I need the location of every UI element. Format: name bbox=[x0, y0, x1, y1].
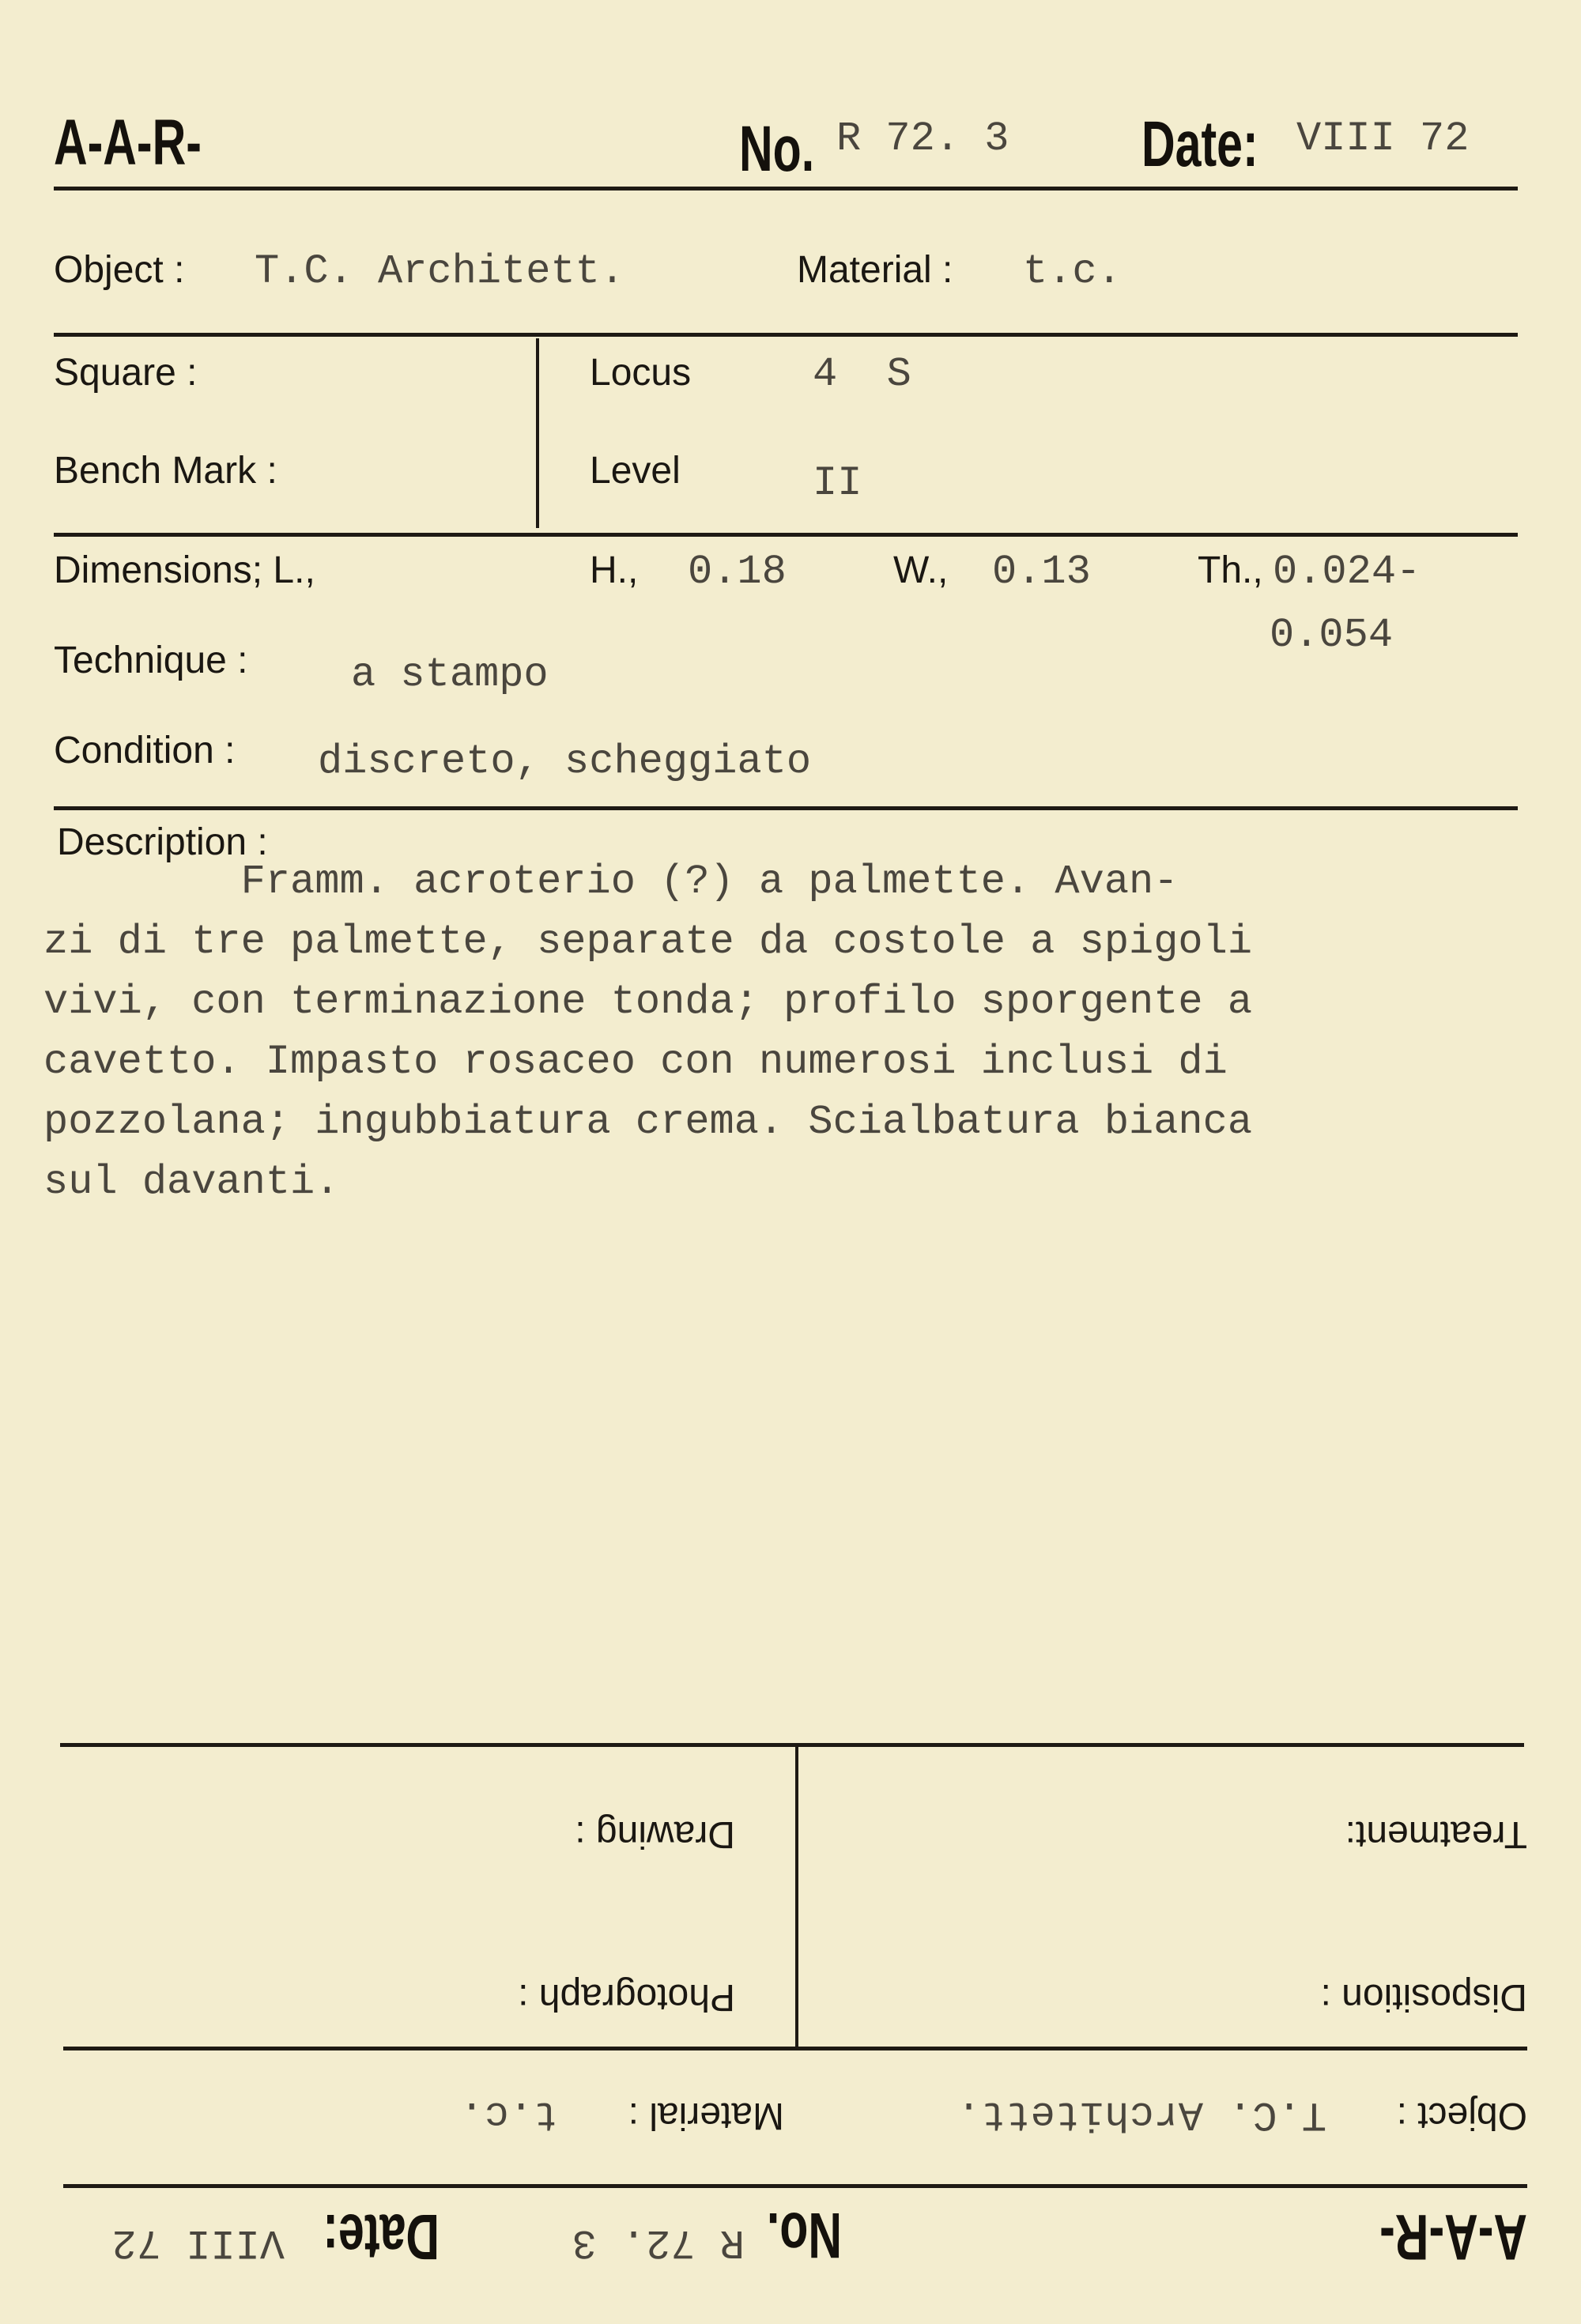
inverted-section bbox=[0, 1692, 1581, 2324]
level-value: II bbox=[813, 460, 862, 507]
material-label: Material : bbox=[797, 249, 953, 291]
height-label: H., bbox=[590, 549, 639, 591]
disposition-label: Disposition : bbox=[1320, 1976, 1527, 2018]
condition-label: Condition : bbox=[54, 730, 236, 772]
no-label: No. bbox=[739, 113, 815, 185]
lower-object-value: T.C. Architett. bbox=[956, 2091, 1326, 2137]
lower-date-label: Date: bbox=[323, 2201, 440, 2273]
description-line: zi di tre palmette, separate da costole a spigoli bbox=[43, 919, 1253, 965]
lower-divider bbox=[795, 1747, 798, 2047]
locus-value: 4 S bbox=[813, 351, 911, 398]
description-label: Description : bbox=[57, 821, 268, 863]
lower-object-label: Object : bbox=[1396, 2095, 1527, 2137]
description-line: pozzolana; ingubbiatura crema. Scialbatura bianca bbox=[43, 1099, 1253, 1145]
level-label: Level bbox=[590, 450, 681, 492]
treatment-label: Treatment: bbox=[1345, 1813, 1527, 1855]
condition-value: discreto, scheggiato bbox=[318, 738, 812, 785]
thickness-label: Th., bbox=[1198, 549, 1263, 591]
description-line: cavetto. Impasto rosaceo con numerosi inclusi di bbox=[43, 1039, 1228, 1085]
object-rule bbox=[54, 333, 1518, 337]
technique-value: a stampo bbox=[351, 651, 549, 698]
square-label: Square : bbox=[54, 352, 198, 394]
locus-rule bbox=[54, 533, 1518, 537]
technique-label: Technique : bbox=[54, 639, 248, 681]
object-label: Object : bbox=[54, 249, 185, 291]
drawing-label: Drawing : bbox=[575, 1813, 735, 1855]
thickness-value-1: 0.024- bbox=[1273, 549, 1421, 595]
date-label: Date: bbox=[1141, 108, 1258, 180]
description-text bbox=[43, 852, 1545, 1213]
header-rule bbox=[54, 187, 1518, 191]
description-line: vivi, con terminazione tonda; profilo sporgente a bbox=[43, 979, 1253, 1025]
condition-rule bbox=[54, 806, 1518, 810]
locus-label: Locus bbox=[590, 352, 692, 394]
lower-material-label: Material : bbox=[628, 2095, 784, 2137]
object-value: T.C. Architett. bbox=[255, 248, 625, 295]
lower-header-rule bbox=[63, 2184, 1527, 2188]
lower-date-value: VIII 72 bbox=[111, 2219, 285, 2266]
thickness-value-2: 0.054 bbox=[1270, 612, 1394, 658]
date-value: VIII 72 bbox=[1296, 115, 1470, 162]
lower-top-rule bbox=[60, 1743, 1524, 1747]
photograph-label: Photograph : bbox=[518, 1976, 735, 2018]
lower-no-label: No. bbox=[766, 2199, 842, 2271]
catalog-number: R 72. 3 bbox=[836, 115, 1009, 162]
dimensions-label: Dimensions; L., bbox=[54, 549, 315, 591]
org-code: A-A-R- bbox=[54, 107, 202, 179]
width-label: W., bbox=[893, 549, 949, 591]
square-locus-divider bbox=[536, 338, 539, 528]
description-line: Framm. acroterio (?) a palmette. Avan- bbox=[43, 858, 1179, 905]
bench-mark-label: Bench Mark : bbox=[54, 450, 277, 492]
lower-catalog-number: R 72. 3 bbox=[572, 2219, 745, 2266]
material-value: t.c. bbox=[1023, 248, 1122, 295]
lower-material-value: t.c. bbox=[459, 2091, 558, 2137]
width-value: 0.13 bbox=[992, 549, 1091, 595]
lower-org-code: A-A-R- bbox=[1379, 2201, 1527, 2273]
height-value: 0.18 bbox=[688, 549, 787, 595]
description-line: sul davanti. bbox=[43, 1159, 340, 1205]
